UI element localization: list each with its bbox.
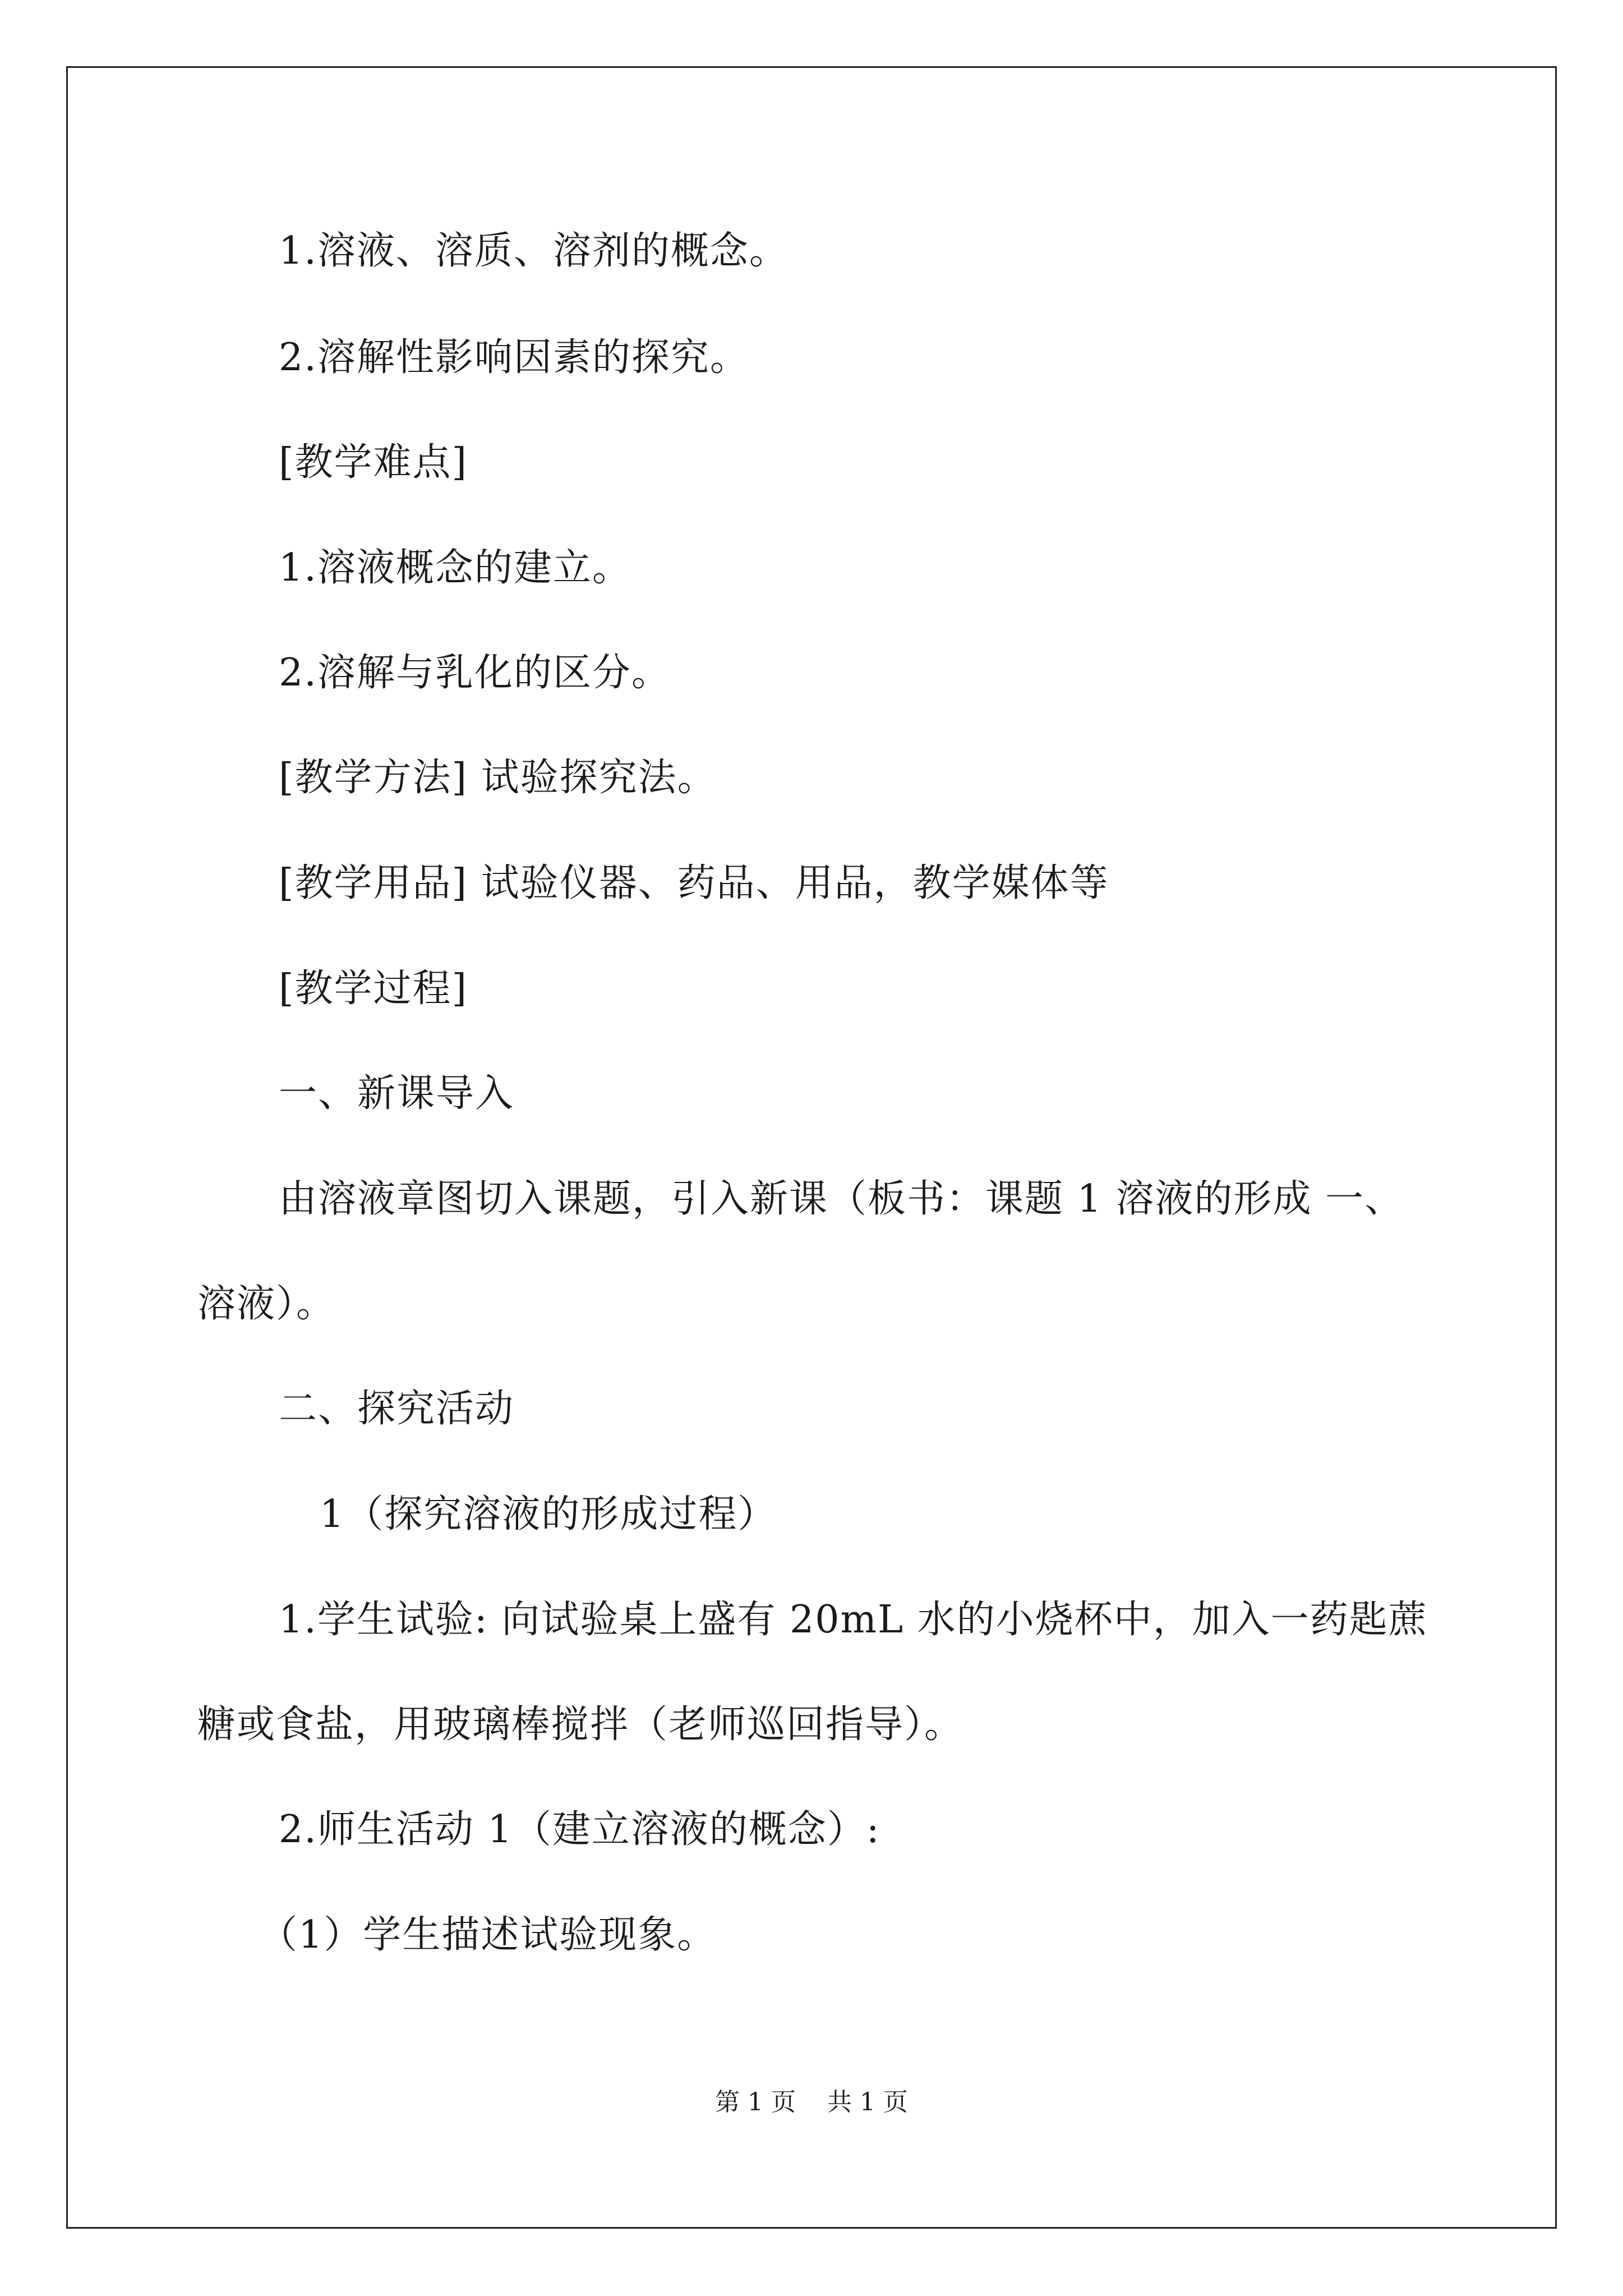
teaching-method: [教学方法] 试验探究法。 [279, 756, 717, 800]
activity-item-1-continued: 糖或食盐，用玻璃棒搅拌（老师巡回指导）。 [197, 1703, 964, 1747]
difficulty-2: 2.溶解与乳化的区分。 [279, 651, 671, 695]
page-border [66, 66, 1557, 2229]
key-point-1: 1.溶液、溶质、溶剂的概念。 [279, 229, 789, 273]
section-heading-process: [教学过程] [279, 967, 468, 1011]
activity-item-1: 1.学生试验: 向试验桌上盛有 20mL 水的小烧杯中，加入一药匙蔗 [279, 1598, 1428, 1642]
key-point-2: 2.溶解性影响因素的探究。 [279, 335, 749, 380]
step-2-heading: 二、探究活动 [279, 1387, 515, 1431]
activity-item-2-sub-1: （1）学生描述试验现象。 [259, 1913, 717, 1957]
page-footer: 第 1 页 共 1 页 [715, 2088, 908, 2116]
activity-item-2: 2.师生活动 1（建立溶液的概念）: [279, 1807, 880, 1852]
teaching-materials: [教学用品] 试验仪器、药品、用品，教学媒体等 [279, 861, 1109, 905]
difficulty-1: 1.溶液概念的建立。 [279, 546, 631, 590]
activity-1-title: 1（探究溶液的形成过程） [320, 1492, 777, 1536]
step-1-text-continued: 溶液）。 [197, 1282, 336, 1326]
step-1-text: 由溶液章图切入课题，引入新课（板书：课题 1 溶液的形成 一、 [279, 1177, 1404, 1221]
section-heading-difficulties: [教学难点] [279, 440, 468, 485]
step-1-heading: 一、新课导入 [279, 1071, 515, 1116]
